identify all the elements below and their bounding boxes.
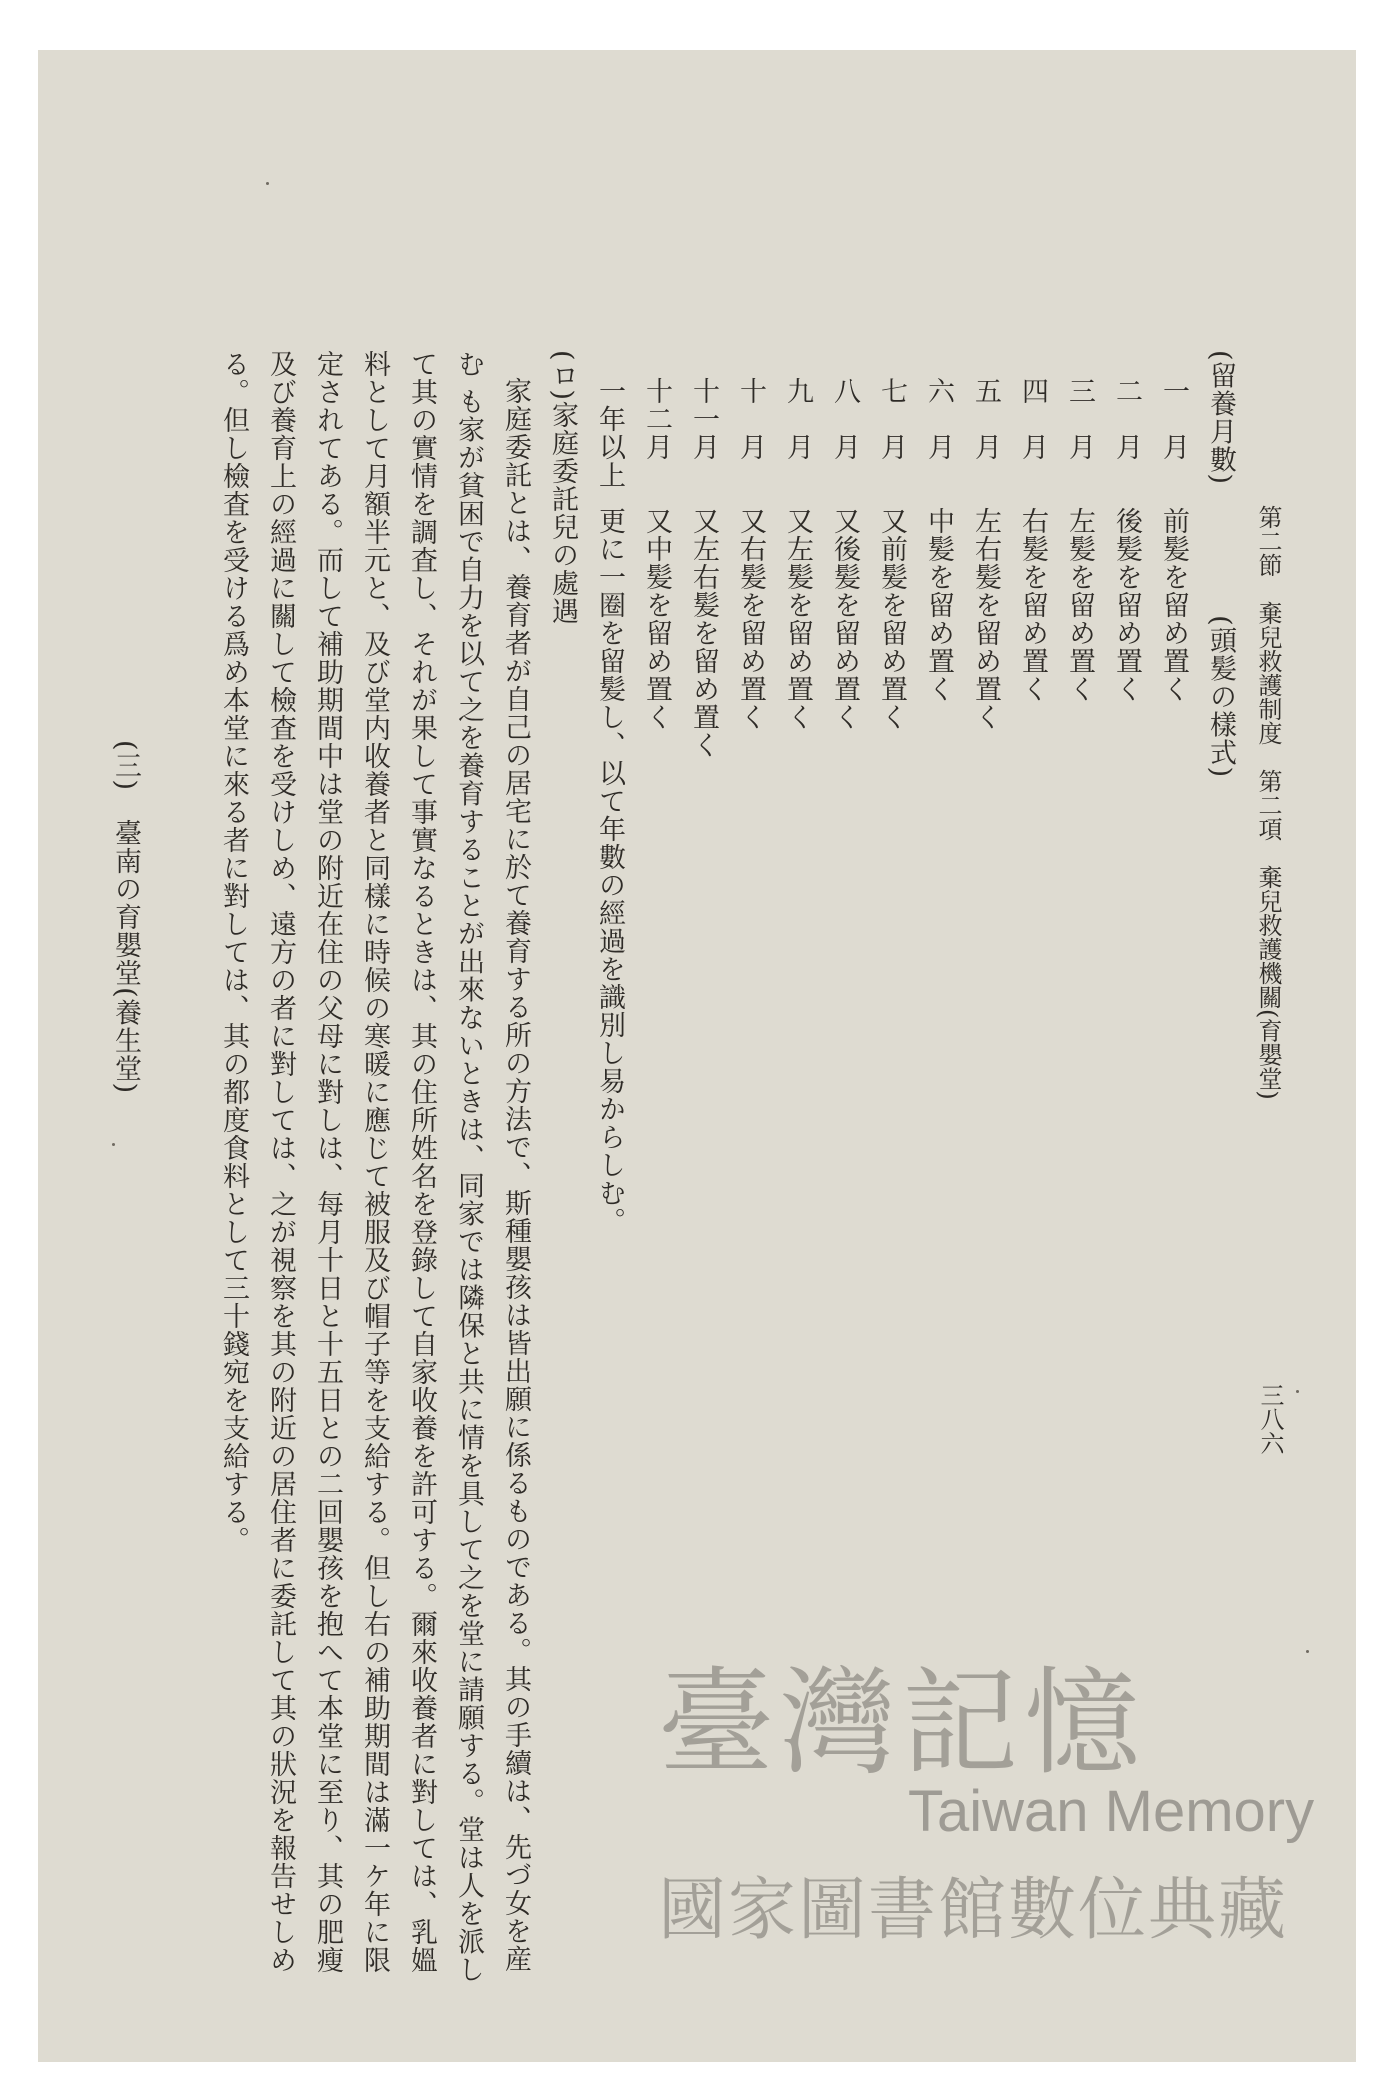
paragraph-line: 家庭委託とは、養育者が自己の居宅に於て養育する所の方法で、斯種嬰孩は皆出願に係るものである。其の手續は、先づ女を産: [500, 377, 531, 1973]
row-month: 六 月: [923, 377, 954, 461]
paragraph-line: 料として月額半元と、及び堂内收養者と同樣に時候の寒暖に應じて被服及び帽子等を支給する。但し右の補助期間は滿一ケ年に限: [359, 350, 390, 1974]
row-style: 又左髪を留め置く: [782, 507, 813, 731]
col-head-months: (留養月數): [1205, 350, 1236, 486]
table-row: [586, 350, 633, 1950]
scan-speck: [266, 182, 269, 185]
scan-speck: [112, 1143, 115, 1146]
row-style: 前髪を留め置く: [1158, 507, 1189, 703]
row-month: 一年以上: [594, 377, 625, 489]
row-style: 又後髪を留め置く: [829, 507, 860, 731]
row-month: 一 月: [1158, 377, 1189, 461]
row-month: 十一月: [688, 377, 719, 461]
running-head: 第二節 棄兒救護制度 第二項 棄兒救護機關(育嬰堂): [1254, 505, 1282, 1100]
row-month: 二 月: [1111, 377, 1142, 461]
row-style: 又右髪を留め置く: [735, 507, 766, 731]
paragraph-line: 及び養育上の經過に關して檢査を受けしめ、遠方の者に對しては、之が視察を其の附近の居住者に委託して其の狀況を報告せしめ: [265, 350, 296, 1974]
watermark-english: Taiwan Memory: [908, 1779, 1315, 1844]
row-style: 更に一圈を留髪し、以て年數の經過を識別し易からしむ。: [594, 507, 625, 1235]
row-month: 七 月: [876, 377, 907, 461]
paragraph-line: む も家が貧困で自力を以て之を養育することが出來ないときは、同家では隣保と共に情を具して之を堂に請願する。堂は人を派し: [453, 350, 484, 1984]
row-month: 九 月: [782, 377, 813, 461]
scanned-page: [38, 50, 1356, 2062]
paragraph-line: 定されてある。而して補助期間中は堂の附近在住の父母に對しは、每月十日と十五日との二回嬰孩を抱へて本堂に至り、其の肥瘦: [312, 350, 343, 1974]
row-style: 左右髪を留め置く: [970, 507, 1001, 731]
row-style: 後髪を留め置く: [1111, 507, 1142, 703]
page-number: 三八六: [1256, 1383, 1284, 1455]
col-head-style: (頭髪の樣式): [1205, 615, 1236, 779]
row-month: 四 月: [1017, 377, 1048, 461]
paragraph-line: る。但し檢査を受ける爲め本堂に來る者に對しては、其の都度食料として三十錢宛を支給する。: [218, 350, 249, 1554]
next-section-heading: (三) 臺南の育嬰堂(養生堂): [110, 740, 141, 1095]
watermark-organization: 國家圖書館數位典藏: [658, 1871, 1289, 1950]
row-style: 又左右髪を留め置く: [688, 507, 719, 759]
subsection-title: (ロ)家庭委託兒の處遇: [547, 350, 578, 626]
row-style: 左髪を留め置く: [1064, 507, 1095, 703]
paragraph-line: て其の實情を調査し、それが果して事實なるときは、其の住所姓名を登錄して自家收養を許可する。爾來收養者に對しては、乳媼: [406, 350, 437, 1974]
row-month: 十二月: [641, 377, 672, 461]
row-style: 中髪を留め置く: [923, 507, 954, 703]
row-month: 八 月: [829, 377, 860, 461]
row-style: 右髪を留め置く: [1017, 507, 1048, 703]
row-month: 十 月: [735, 377, 766, 461]
row-month: 五 月: [970, 377, 1001, 461]
row-style: 又前髪を留め置く: [876, 507, 907, 731]
watermark: [658, 1630, 1358, 2010]
row-month: 三 月: [1064, 377, 1095, 461]
watermark-chinese: 臺灣記憶: [658, 1656, 1146, 1791]
row-style: 又中髪を留め置く: [641, 507, 672, 731]
scan-speck: [1296, 1390, 1299, 1393]
